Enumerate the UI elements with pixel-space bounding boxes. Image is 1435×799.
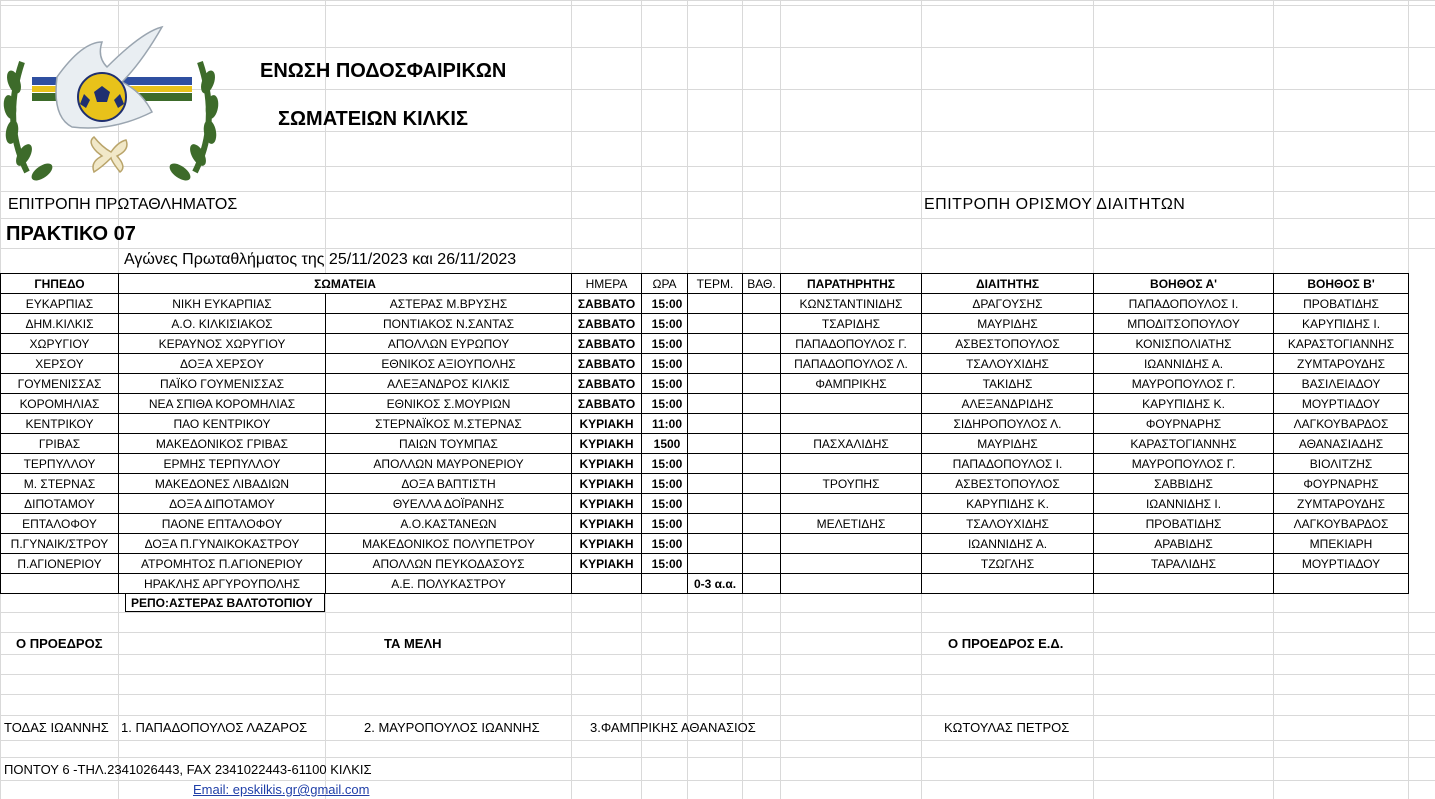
ground-cell: ΔΙΠΟΤΑΜΟΥ [1,494,119,514]
observer-cell [781,494,922,514]
term-cell: 0-3 α.α. [688,574,743,594]
assistant-b-cell: ΑΘΑΝΑΣΙΑΔΗΣ [1274,434,1409,454]
assistant-a-cell: ΚΟΝΙΣΠΟΛΙΑΤΗΣ [1094,334,1274,354]
day-cell: ΚΥΡΙΑΚΗ [572,534,642,554]
referee-cell: ΔΡΑΓΟΥΣΗΣ [922,294,1094,314]
assistant-b-cell: ΒΑΣΙΛΕΙΑΔΟΥ [1274,374,1409,394]
term-cell [688,454,743,474]
fixtures-table [0,273,1409,594]
referee-cell: ΑΛΕΞΑΝΔΡΙΔΗΣ [922,394,1094,414]
assistant-b-cell: ΖΥΜΤΑΡΟΥΔΗΣ [1274,354,1409,374]
away-team-cell: ΠΑΙΩΝ ΤΟΥΜΠΑΣ [326,434,572,454]
assistant-b-cell: ΚΑΡΥΠΙΔΗΣ Ι. [1274,314,1409,334]
ground-cell: ΕΠΤΑΛΟΦΟΥ [1,514,119,534]
grade-cell [743,454,781,474]
header-referee: ΔΙΑΙΤΗΤΗΣ [922,274,1094,294]
observer-cell [781,454,922,474]
grade-cell [743,554,781,574]
assistant-a-cell: ΙΩΑΝΝΙΔΗΣ Ι. [1094,494,1274,514]
term-cell [688,334,743,354]
assistant-b-cell: ΦΟΥΡΝΑΡΗΣ [1274,474,1409,494]
championship-committee-label: ΕΠΙΤΡΟΠΗ ΠΡΩΤΑΘΛΗΜΑΤΟΣ [8,196,238,213]
ground-cell: ΚΕΝΤΡΙΚΟΥ [1,414,119,434]
observer-cell: ΠΑΣΧΑΛΙΔΗΣ [781,434,922,454]
term-cell [688,534,743,554]
term-cell [688,354,743,374]
assistant-a-cell: ΜΠΟΔΙΤΣΟΠΟΥΛΟΥ [1094,314,1274,334]
home-team-cell: ΠΑΪΚΟ ΓΟΥΜΕΝΙΣΣΑΣ [119,374,326,394]
table-row [1,354,1409,374]
ground-cell: Π.ΑΓΙΟΝΕΡΙΟΥ [1,554,119,574]
day-cell: ΣΑΒΒΑΤΟ [572,394,642,414]
table-row [1,574,1409,594]
assistant-b-cell: ΜΟΥΡΤΙΑΔΟΥ [1274,394,1409,414]
grade-cell [743,354,781,374]
grade-cell [743,574,781,594]
federation-title-line2: ΣΩΜΑΤΕΙΩΝ ΚΙΛΚΙΣ [278,108,468,130]
time-cell: 15:00 [642,474,688,494]
assistant-a-cell: ΠΑΠΑΔΟΠΟΥΛΟΣ Ι. [1094,294,1274,314]
report-number: ΠΡΑΚΤΙΚΟ 07 [6,223,136,245]
away-team-cell: ΑΣΤΕΡΑΣ Μ.ΒΡΥΣΗΣ [326,294,572,314]
assistant-b-cell: ΒΙΟΛΙΤΖΗΣ [1274,454,1409,474]
home-team-cell: Α.Ο. ΚΙΛΚΙΣΙΑΚΟΣ [119,314,326,334]
grade-cell [743,474,781,494]
home-team-cell: ΜΑΚΕΔΟΝΙΚΟΣ ΓΡΙΒΑΣ [119,434,326,454]
away-team-cell: ΕΘΝΙΚΟΣ Σ.ΜΟΥΡΙΩΝ [326,394,572,414]
time-cell: 15:00 [642,454,688,474]
term-cell [688,514,743,534]
football-icon [78,73,126,121]
home-team-cell: ΝΙΚΗ ΕΥΚΑΡΠΙΑΣ [119,294,326,314]
time-cell: 1500 [642,434,688,454]
header-assistant-a: ΒΟΗΘΟΣ Α' [1094,274,1274,294]
referee-cell: ΤΣΑΛΟΥΧΙΔΗΣ [922,354,1094,374]
referee-committee-president-name: ΚΩΤΟΥΛΑΣ ΠΕΤΡΟΣ [944,720,1070,735]
header-time: ΩΡΑ [642,274,688,294]
day-cell: ΣΑΒΒΑΤΟ [572,374,642,394]
home-team-cell: ΔΟΞΑ ΔΙΠΟΤΑΜΟΥ [119,494,326,514]
assistant-a-cell: ΜΑΥΡΟΠΟΥΛΟΣ Γ. [1094,454,1274,474]
home-team-cell: ΑΤΡΟΜΗΤΟΣ Π.ΑΓΙΟΝΕΡΙΟΥ [119,554,326,574]
grade-cell [743,374,781,394]
time-cell: 15:00 [642,514,688,534]
observer-cell: ΦΑΜΠΡΙΚΗΣ [781,374,922,394]
term-cell [688,374,743,394]
grade-cell [743,294,781,314]
table-row [1,294,1409,314]
federation-title-line1: ΕΝΩΣΗ ΠΟΔΟΣΦΑΙΡΙΚΩΝ [260,60,507,82]
away-team-cell: ΑΠΟΛΛΩΝ ΠΕΥΚΟΔΑΣΟΥΣ [326,554,572,574]
table-row [1,514,1409,534]
assistant-a-cell: ΙΩΑΝΝΙΔΗΣ Α. [1094,354,1274,374]
ground-cell: ΚΟΡΟΜΗΛΙΑΣ [1,394,119,414]
assistant-a-cell: ΣΑΒΒΙΔΗΣ [1094,474,1274,494]
observer-cell: ΠΑΠΑΔΟΠΟΥΛΟΣ Γ. [781,334,922,354]
header-assistant-b: ΒΟΗΘΟΣ Β' [1274,274,1409,294]
table-row [1,454,1409,474]
table-row [1,474,1409,494]
day-cell: ΣΑΒΒΑΤΟ [572,354,642,374]
ground-cell: Π.ΓΥΝΑΙΚ/ΣΤΡΟΥ [1,534,119,554]
address-line: ΠΟΝΤΟΥ 6 -ΤΗΛ.2341026443, FAX 2341022443-61100 ΚΙΛΚΙΣ [4,762,372,777]
table-row [1,334,1409,354]
home-team-cell: ΚΕΡΑΥΝΟΣ ΧΩΡΥΓΙΟΥ [119,334,326,354]
header-observer: ΠΑΡΑΤΗΡΗΤΗΣ [781,274,922,294]
observer-cell: ΜΕΛΕΤΙΔΗΣ [781,514,922,534]
referee-cell [922,574,1094,594]
grade-cell [743,434,781,454]
referee-cell: ΠΑΠΑΔΟΠΟΥΛΟΣ Ι. [922,454,1094,474]
day-cell: ΣΑΒΒΑΤΟ [572,294,642,314]
observer-cell: ΚΩΝΣΤΑΝΤΙΝΙΔΗΣ [781,294,922,314]
assistant-a-cell: ΚΑΡΑΣΤΟΓΙΑΝΝΗΣ [1094,434,1274,454]
grade-cell [743,514,781,534]
grade-cell [743,394,781,414]
table-row [1,414,1409,434]
away-team-cell: ΠΟΝΤΙΑΚΟΣ Ν.ΣΑΝΤΑΣ [326,314,572,334]
bye-team-label: ΡΕΠΟ:ΑΣΤΕΡΑΣ ΒΑΛΤΟΤΟΠΙΟΥ [125,593,325,612]
day-cell: ΣΑΒΒΑΤΟ [572,314,642,334]
ground-cell: ΧΕΡΣΟΥ [1,354,119,374]
referee-cell: ΜΑΥΡΙΔΗΣ [922,314,1094,334]
table-row [1,494,1409,514]
home-team-cell: ΔΟΞΑ Π.ΓΥΝΑΙΚΟΚΑΣΤΡΟΥ [119,534,326,554]
member-2-name: 2. ΜΑΥΡΟΠΟΥΛΟΣ ΙΩΑΝΝΗΣ [364,720,540,735]
assistant-b-cell: ΜΠΕΚΙΑΡΗ [1274,534,1409,554]
table-row [1,434,1409,454]
day-cell [572,574,642,594]
table-row [1,554,1409,574]
away-team-cell: ΔΟΞΑ ΒΑΠΤΙΣΤΗ [326,474,572,494]
away-team-cell: ΑΛΕΞΑΝΔΡΟΣ ΚΙΛΚΙΣ [326,374,572,394]
term-cell [688,414,743,434]
day-cell: ΣΑΒΒΑΤΟ [572,334,642,354]
day-cell: ΚΥΡΙΑΚΗ [572,474,642,494]
time-cell: 15:00 [642,394,688,414]
assistant-a-cell: ΑΡΑΒΙΔΗΣ [1094,534,1274,554]
day-cell: ΚΥΡΙΑΚΗ [572,414,642,434]
assistant-a-cell: ΤΑΡΑΛΙΔΗΣ [1094,554,1274,574]
header-grade: ΒΑΘ. [743,274,781,294]
member-3-name: 3.ΦΑΜΠΡΙΚΗΣ ΑΘΑΝΑΣΙΟΣ [590,720,756,735]
time-cell: 15:00 [642,554,688,574]
away-team-cell: ΣΤΕΡΝΑΪΚΟΣ Μ.ΣΤΕΡΝΑΣ [326,414,572,434]
ground-cell: ΓΡΙΒΑΣ [1,434,119,454]
observer-cell [781,534,922,554]
table-row [1,394,1409,414]
observer-cell [781,394,922,414]
referee-committee-label: ΕΠΙΤΡΟΠΗ ΟΡΙΣΜΟΥ ΔΙΑΙΤΗΤΩΝ [924,196,1186,213]
home-team-cell: ΝΕΑ ΣΠΙΘΑ ΚΟΡΟΜΗΛΙΑΣ [119,394,326,414]
president-name: ΤΟΔΑΣ ΙΩΑΝΝΗΣ [4,720,109,735]
grade-cell [743,494,781,514]
ground-cell: Μ. ΣΤΕΡΝΑΣ [1,474,119,494]
referee-cell: ΤΑΚΙΔΗΣ [922,374,1094,394]
referee-cell: ΤΖΩΓΛΗΣ [922,554,1094,574]
observer-cell: ΤΣΑΡΙΔΗΣ [781,314,922,334]
time-cell: 15:00 [642,294,688,314]
home-team-cell: ΜΑΚΕΔΟΝΕΣ ΛΙΒΑΔΙΩΝ [119,474,326,494]
away-team-cell: ΘΥΕΛΛΑ ΔΟΪΡΑΝΗΣ [326,494,572,514]
matches-date-subtitle: Αγώνες Πρωταθλήματος της 25/11/2023 και 26/11/2023 [124,251,517,268]
home-team-cell: ΠΑΟ ΚΕΝΤΡΙΚΟΥ [119,414,326,434]
ground-cell: ΕΥΚΑΡΠΙΑΣ [1,294,119,314]
assistant-b-cell: ΠΡΟΒΑΤΙΔΗΣ [1274,294,1409,314]
term-cell [688,394,743,414]
table-row [1,314,1409,334]
observer-cell: ΠΑΠΑΔΟΠΟΥΛΟΣ Λ. [781,354,922,374]
time-cell [642,574,688,594]
day-cell: ΚΥΡΙΑΚΗ [572,514,642,534]
observer-cell: ΤΡΟΥΠΗΣ [781,474,922,494]
observer-cell [781,574,922,594]
term-cell [688,494,743,514]
away-team-cell: Α.Ε. ΠΟΛΥΚΑΣΤΡΟΥ [326,574,572,594]
table-header-row [1,274,1409,294]
term-cell [688,554,743,574]
member-1-name: 1. ΠΑΠΑΔΟΠΟΥΛΟΣ ΛΑΖΑΡΟΣ [121,720,308,735]
term-cell [688,434,743,454]
day-cell: ΚΥΡΙΑΚΗ [572,554,642,574]
grade-cell [743,314,781,334]
ground-cell: ΤΕΡΠΥΛΛΟΥ [1,454,119,474]
ground-cell: ΔΗΜ.ΚΙΛΚΙΣ [1,314,119,334]
president-label: Ο ΠΡΟΕΔΡΟΣ [16,636,103,651]
referee-cell: ΑΣΒΕΣΤΟΠΟΥΛΟΣ [922,474,1094,494]
away-team-cell: ΕΘΝΙΚΟΣ ΑΞΙΟΥΠΟΛΗΣ [326,354,572,374]
referee-cell: ΚΑΡΥΠΙΔΗΣ Κ. [922,494,1094,514]
assistant-b-cell: ΚΑΡΑΣΤΟΓΙΑΝΝΗΣ [1274,334,1409,354]
referee-cell: ΜΑΥΡΙΔΗΣ [922,434,1094,454]
ground-cell: ΧΩΡΥΓΙΟΥ [1,334,119,354]
time-cell: 15:00 [642,354,688,374]
assistant-a-cell: ΠΡΟΒΑΤΙΔΗΣ [1094,514,1274,534]
assistant-a-cell [1094,574,1274,594]
ground-cell [1,574,119,594]
table-row [1,374,1409,394]
time-cell: 15:00 [642,314,688,334]
referee-cell: ΙΩΑΝΝΙΔΗΣ Α. [922,534,1094,554]
time-cell: 15:00 [642,334,688,354]
grade-cell [743,334,781,354]
term-cell [688,474,743,494]
observer-cell [781,554,922,574]
grade-cell [743,534,781,554]
assistant-b-cell: ΜΟΥΡΤΙΑΔΟΥ [1274,554,1409,574]
time-cell: 15:00 [642,494,688,514]
assistant-a-cell: ΚΑΡΥΠΙΔΗΣ Κ. [1094,394,1274,414]
assistant-b-cell: ΛΑΓΚΟΥΒΑΡΔΟΣ [1274,514,1409,534]
header-day: ΗΜΕΡΑ [572,274,642,294]
assistant-b-cell [1274,574,1409,594]
assistant-b-cell: ΛΑΓΚΟΥΒΑΡΔΟΣ [1274,414,1409,434]
day-cell: ΚΥΡΙΑΚΗ [572,494,642,514]
referee-committee-president-label: Ο ΠΡΟΕΔΡΟΣ Ε.Δ. [948,636,1064,651]
table-row [1,534,1409,554]
term-cell [688,294,743,314]
ribbon-bow-icon [91,137,127,172]
header-clubs: ΣΩΜΑΤΕΙΑ [119,274,572,294]
email-link[interactable]: Email: epskilkis.gr@gmail.com [193,782,370,797]
day-cell: ΚΥΡΙΑΚΗ [572,454,642,474]
members-label: ΤΑ ΜΕΛΗ [384,636,442,651]
header-term: ΤΕΡΜ. [688,274,743,294]
away-team-cell: ΑΠΟΛΛΩΝ ΜΑΥΡΟΝΕΡΙΟΥ [326,454,572,474]
time-cell: 11:00 [642,414,688,434]
assistant-a-cell: ΦΟΥΡΝΑΡΗΣ [1094,414,1274,434]
term-cell [688,314,743,334]
home-team-cell: ΗΡΑΚΛΗΣ ΑΡΓΥΡΟΥΠΟΛΗΣ [119,574,326,594]
away-team-cell: ΜΑΚΕΔΟΝΙΚΟΣ ΠΟΛΥΠΕΤΡΟΥ [326,534,572,554]
home-team-cell: ΠΑΟΝΕ ΕΠΤΑΛΟΦΟΥ [119,514,326,534]
away-team-cell: Α.Ο.ΚΑΣΤΑΝΕΩΝ [326,514,572,534]
referee-cell: ΤΣΑΛΟΥΧΙΔΗΣ [922,514,1094,534]
assistant-a-cell: ΜΑΥΡΟΠΟΥΛΟΣ Γ. [1094,374,1274,394]
home-team-cell: ΔΟΞΑ ΧΕΡΣΟΥ [119,354,326,374]
header-ground: ΓΗΠΕΔΟ [1,274,119,294]
time-cell: 15:00 [642,534,688,554]
assistant-b-cell: ΖΥΜΤΑΡΟΥΔΗΣ [1274,494,1409,514]
day-cell: ΚΥΡΙΑΚΗ [572,434,642,454]
home-team-cell: ΕΡΜΗΣ ΤΕΡΠΥΛΛΟΥ [119,454,326,474]
grade-cell [743,414,781,434]
federation-logo [2,22,220,192]
observer-cell [781,414,922,434]
referee-cell: ΑΣΒΕΣΤΟΠΟΥΛΟΣ [922,334,1094,354]
ground-cell: ΓΟΥΜΕΝΙΣΣΑΣ [1,374,119,394]
away-team-cell: ΑΠΟΛΛΩΝ ΕΥΡΩΠΟΥ [326,334,572,354]
referee-cell: ΣΙΔΗΡΟΠΟΥΛΟΣ Λ. [922,414,1094,434]
time-cell: 15:00 [642,374,688,394]
